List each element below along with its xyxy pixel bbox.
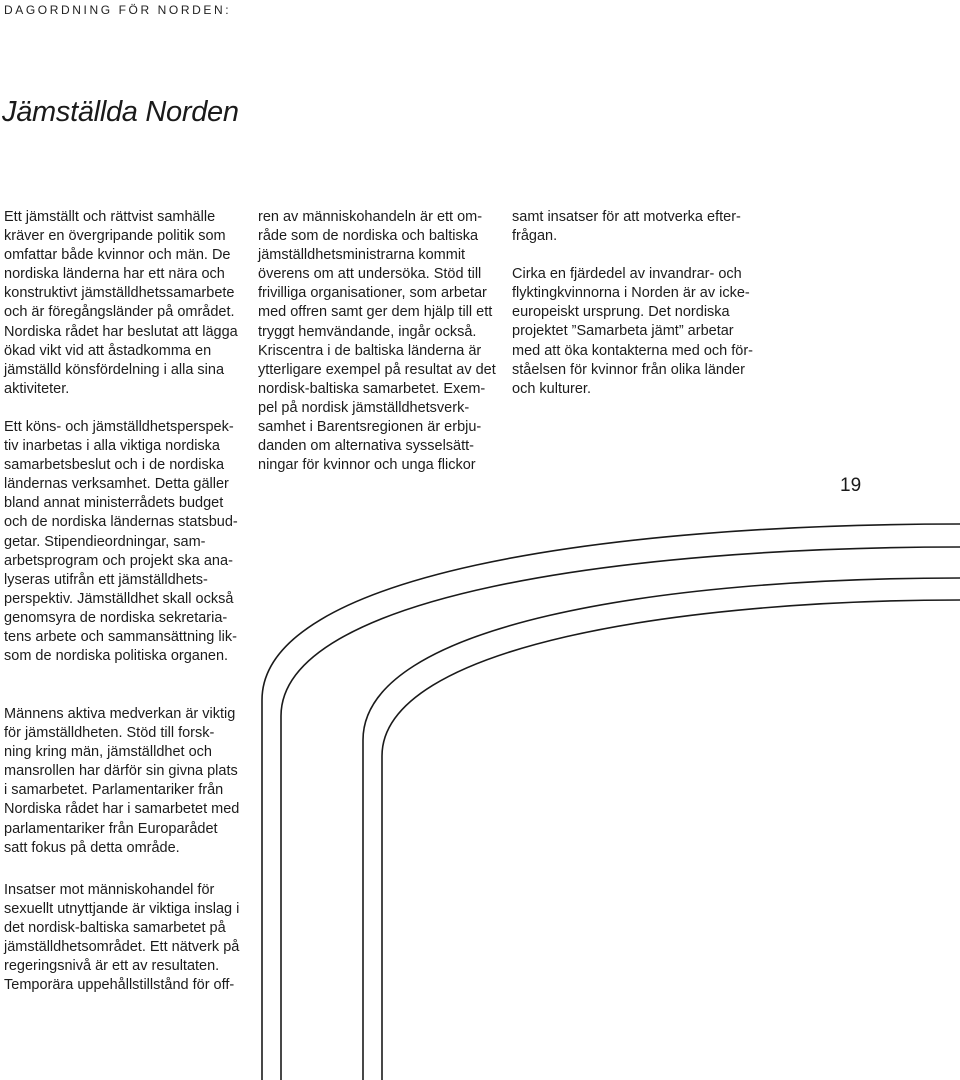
text-line: i samarbetet. Parlamentariker från [4,782,224,799]
curve-line-outer-right [363,578,960,1080]
text-line: perspektiv. Jämställdhet skall också [4,590,234,607]
text-line: råde som de nordiska och baltiska [258,228,479,245]
text-line: genomsyra de nordiska sekretaria- [4,609,228,626]
text-line: flyktingkvinnorna i Norden är av icke- [512,285,750,302]
text-line: nordiska länderna har ett nära och [4,266,225,283]
text-line: ytterligare exempel på resultat av det [258,361,496,378]
paragraph [4,705,240,858]
text-line: satt fokus på detta område. [4,839,180,856]
paragraph [4,208,240,399]
text-line: tiv inarbetas i alla viktiga nordiska [4,438,220,455]
text-line: och kulturer. [512,380,591,397]
curve-line-outer [262,524,960,1080]
text-line: samarbetsbeslut och i de nordiska [4,457,225,474]
curve-line-inner [281,547,960,1080]
text-line: ländernas verksamhet. Detta gäller [4,476,229,493]
text-line: parlamentariker från Europarådet [4,820,218,837]
text-line: getar. Stipendieordningar, sam- [4,533,206,550]
text-line: det nordisk-baltiska samarbetet på [4,920,226,937]
text-line: med offren samt ger dem hjälp till ett [258,304,493,321]
text-line: som de nordiska politiska organen. [4,648,229,665]
text-line: frågan. [512,228,558,245]
text-line: frivilliga organisationer, som arbetar [258,285,487,302]
paragraph [258,208,503,475]
text-line: Cirka en fjärdedel av invandrar- och [512,266,742,283]
text-line: nordisk-baltiska samarbetet. Exem- [258,380,486,397]
text-line: arbetsprogram och projekt ska ana- [4,552,233,569]
text-line: samhet i Barentsregionen är erbju- [258,419,482,436]
text-line: jämställd könsfördelning i alla sina [4,361,225,378]
text-line: Nordiska rådet har beslutat att lägga [4,323,238,340]
text-line: regeringsnivå är ett av resultaten. [4,958,220,975]
text-line: pel på nordisk jämställdhetsverk- [258,399,470,416]
text-line: Ett jämställt och rättvist samhälle [4,209,216,225]
text-line: ning kring män, jämställdhet och [4,744,212,761]
paragraph [512,208,752,246]
text-column-3 [512,208,752,399]
text-line: ningar för kvinnor och unga flickor [258,457,476,474]
text-line: Temporära uppehållstillstånd för off- [4,977,235,994]
paragraph [512,265,752,399]
text-line: och de nordiska ländernas statsbud- [4,514,238,531]
text-line: ren av människohandeln är ett om- [258,209,483,225]
text-line: kräver en övergripande politik som [4,228,226,245]
text-line: tryggt hemvändande, ingår också. [258,323,477,340]
text-line: Nordiska rådet har i samarbetet med [4,801,240,818]
text-line: omfattar både kvinnor och män. De [4,247,231,264]
paragraph [4,418,240,666]
text-line: sexuellt utnyttjande är viktiga inslag i [4,901,240,918]
text-column-2 [258,208,503,475]
section-kicker: DAGORDNING FÖR NORDEN: [4,3,232,17]
text-line: konstruktivt jämställdhetssamarbete [4,285,235,302]
text-line: europeiskt ursprung. Det nordiska [512,304,730,321]
text-line: aktiviteter. [4,380,70,397]
curve-line-inner-right [382,600,960,1080]
text-line: och är föregångsländer på området. [4,304,235,321]
text-line: projektet ”Samarbeta jämt” arbetar [512,323,734,340]
text-line: Insatser mot människohandel för [4,882,215,898]
text-line: Ett köns- och jämställdhetsperspek- [4,418,234,435]
text-line: ökad vikt vid att åstadkomma en [4,342,212,359]
text-line: överens om att undersöka. Stöd till [258,266,482,283]
text-line: mansrollen har därför sin givna plats [4,763,238,780]
text-line: danden om alternativa sysselsätt- [258,438,474,455]
text-line: jämställdhetsområdet. Ett nätverk på [4,939,240,956]
text-line: samt insatser för att motverka efter- [512,209,741,225]
text-line: med att öka kontakterna med och för- [512,342,753,359]
text-line: för jämställdheten. Stöd till forsk- [4,725,215,742]
text-line: Kriscentra i de baltiska länderna är [258,342,482,359]
text-line: Männens aktiva medverkan är viktig [4,706,236,722]
text-line: lyseras utifrån ett jämställdhets- [4,571,208,588]
text-line: jämställdhetsministrarna kommit [258,247,466,264]
page-title: Jämställda Norden [2,96,239,128]
text-line: ståelsen för kvinnor från olika länder [512,361,745,378]
text-line: bland annat ministerrådets budget [4,495,224,512]
text-line: tens arbete och sammansättning lik- [4,628,237,645]
text-column-1 [4,208,240,994]
paragraph [4,881,240,996]
page-number: 19 [840,475,862,496]
